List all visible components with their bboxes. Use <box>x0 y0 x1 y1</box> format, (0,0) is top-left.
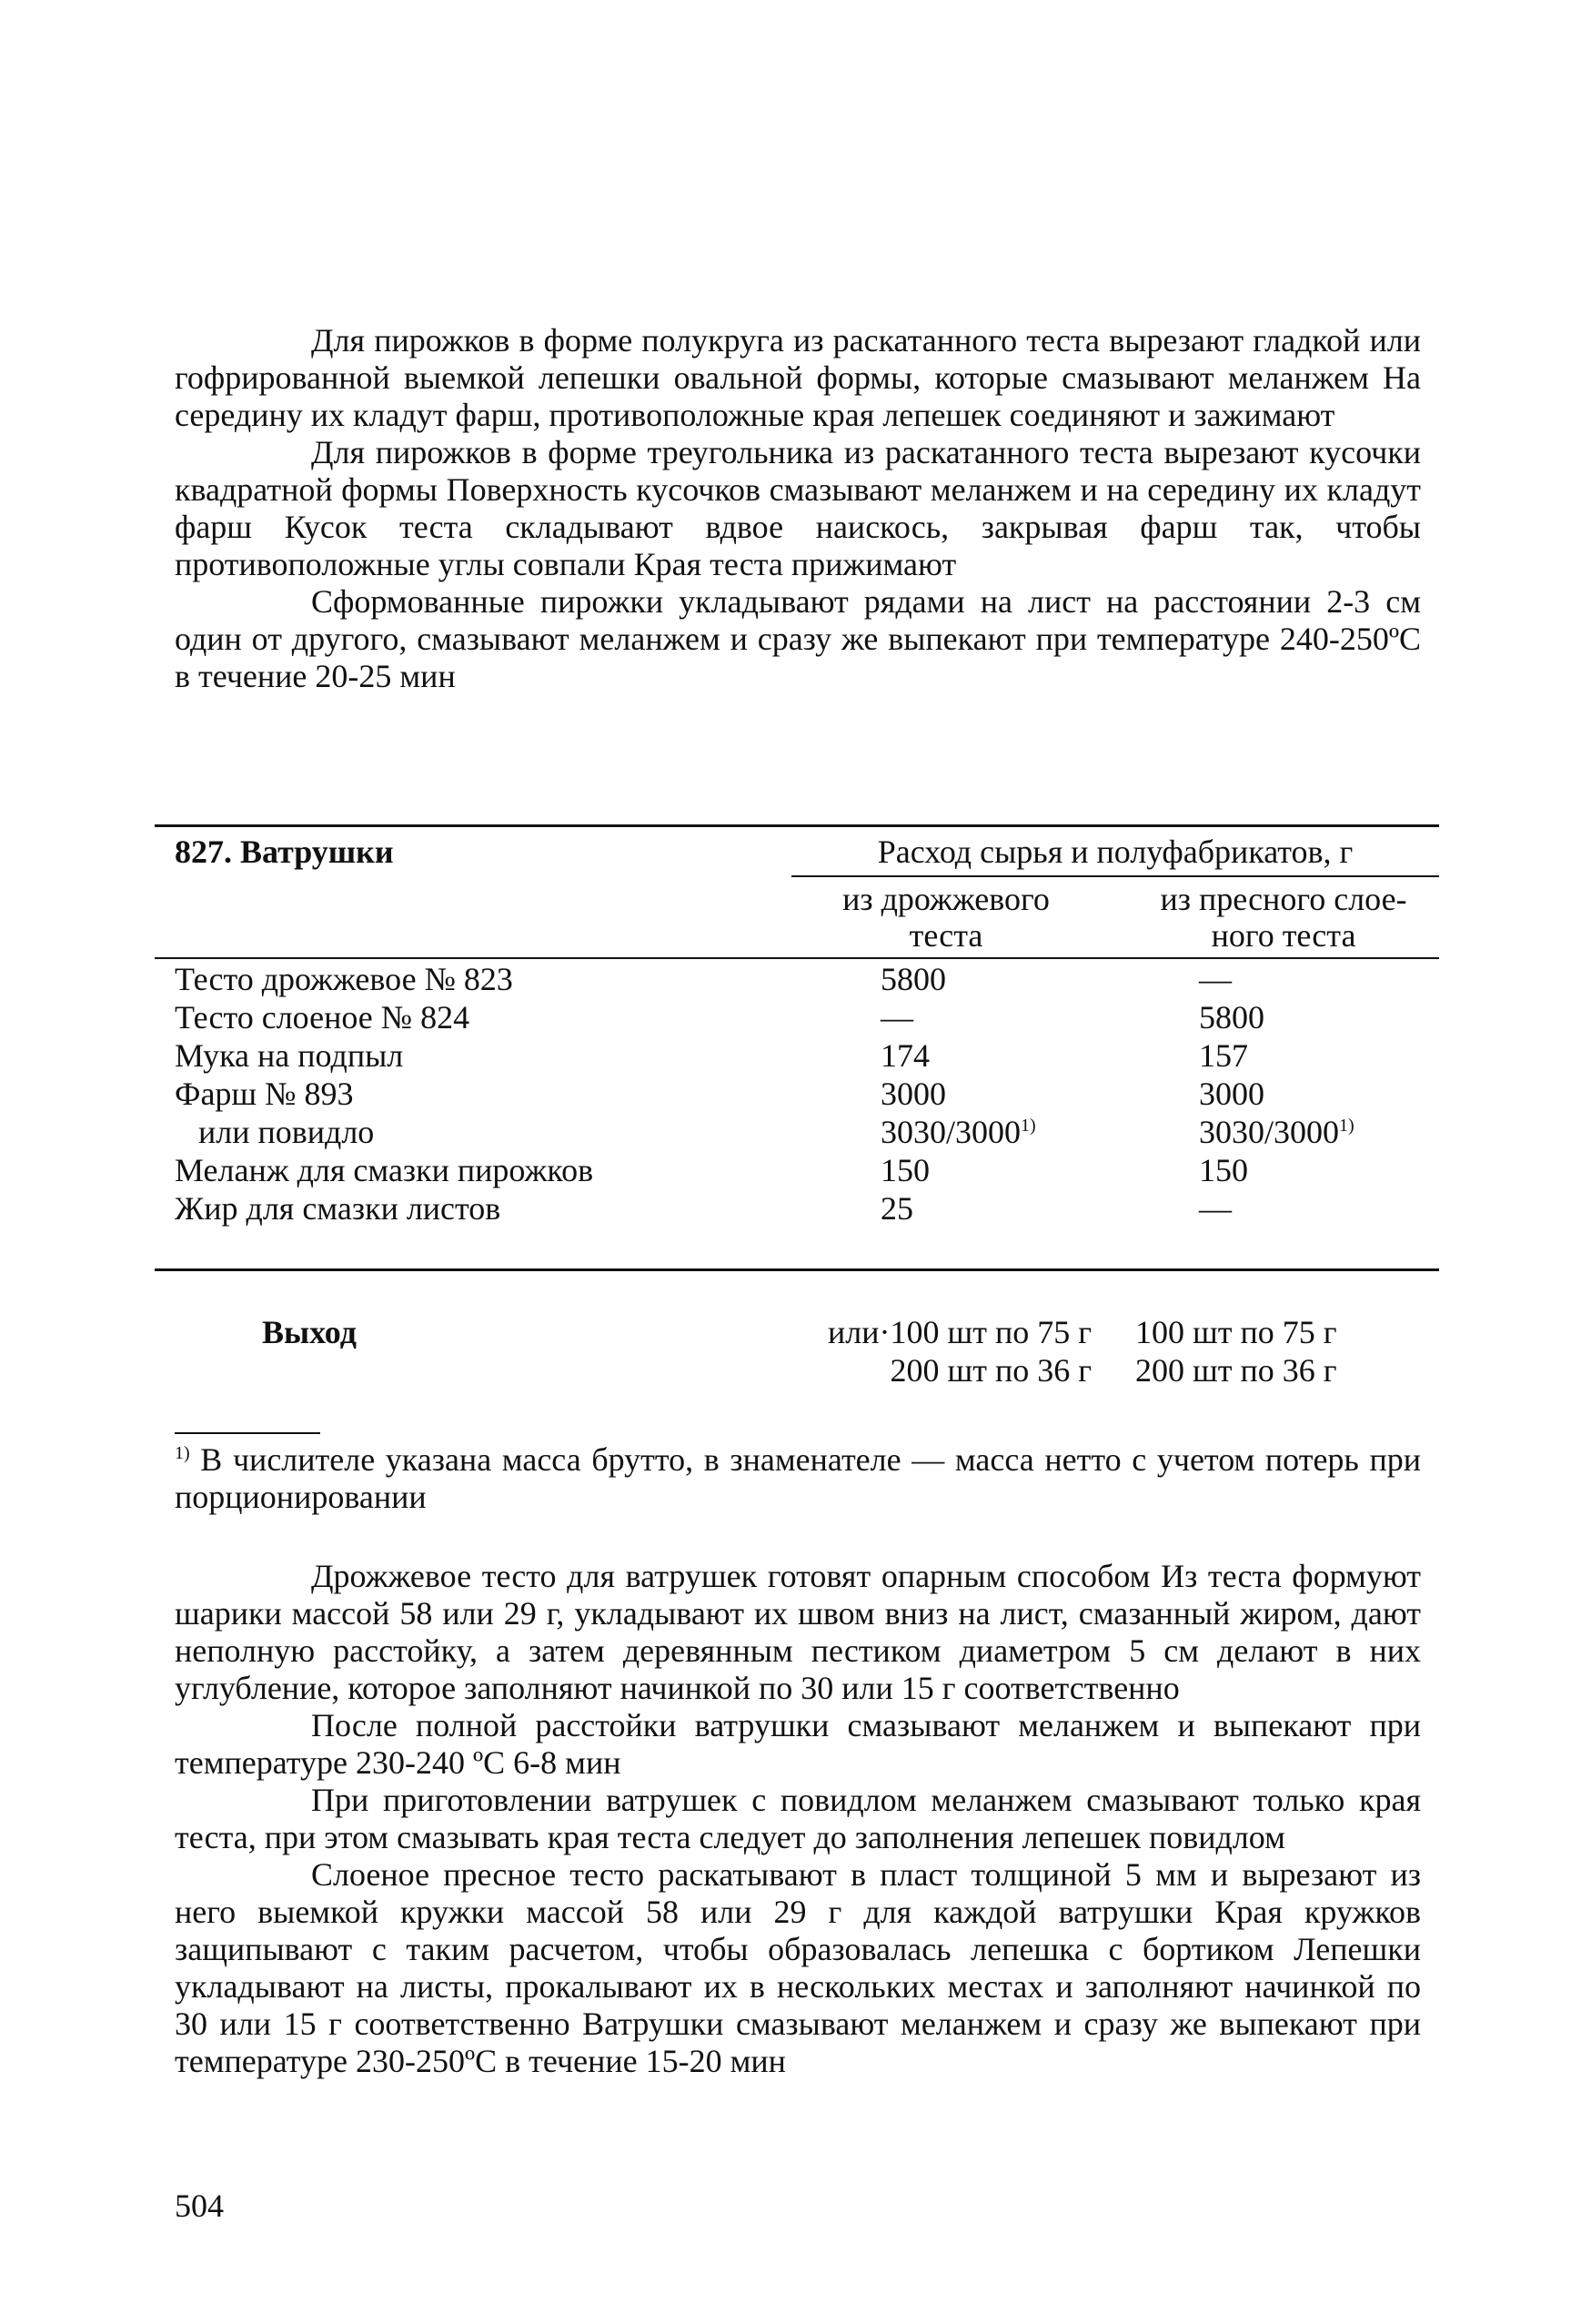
ingredient-value-puff: 150 <box>1199 1152 1248 1188</box>
method-paragraph-1: Дрожжевое тесто для ватрушек готовят опарным способом Из теста формуют шарики массой 58 или 29 г, укладывают их швом вниз на лист, смазанный жиром, дают неполную расстойку, а затем деревянным пестиком диаметром 5 см делают в них углубление, которое заполняют начинкой по 30 или 15 г соответственно <box>175 1558 1421 1706</box>
table-top-rule <box>155 824 1439 827</box>
ingredient-name: Жир для смазки листов <box>175 1190 501 1227</box>
consumption-header: Расход сырья и полуфабрикатов, г <box>877 834 1354 870</box>
footnote-ref: 1) <box>1339 1116 1354 1136</box>
ingredient-value-puff: — <box>1199 961 1232 997</box>
footnote-text: В числителе указана масса брутто, в знаменателе — масса нетто с учетом потерь при порционировании <box>175 1441 1421 1515</box>
method-text <box>175 1558 1421 2080</box>
method-paragraph-4: Слоеное пресное тесто раскатывают в пласт толщиной 5 мм и вырезают из него выемкой кружки массой 58 или 29 г для каждой ватрушки Края кружков защипывают с таким расчетом, чтобы образовалась лепешка с бортиком Лепешки укладывают на листы, прокалывают их в нескольких местах и заполняют начинкой по 30 или 15 г соответственно Ватрушки смазывают меланжем и сразу же выпекают при температуре 230-250ºС в течение 15-20 мин <box>175 1856 1421 2079</box>
ingredient-name: или повидло <box>198 1114 375 1150</box>
intro-paragraph-3: Сформованные пирожки укладывают рядами на лист на расстоянии 2-3 см один от другого, смазывают меланжем и сразу же выпекают при температуре 240-250ºС в течение 20-25 мин <box>175 583 1421 694</box>
ingredient-value-yeast: 25 <box>881 1190 913 1227</box>
yield-puff-line1: 100 шт по 75 г <box>1135 1314 1337 1350</box>
col-puff-dough-line1: из пресного слое- <box>1160 881 1407 917</box>
yield-label: Выход <box>262 1314 357 1350</box>
page-number: 504 <box>175 2188 224 2224</box>
ingredient-value-yeast: — <box>881 999 913 1036</box>
method-paragraph-3: При приготовлении ватрушек с повидлом меланжем смазывают только края теста, при этом смазывать края теста следует до заполнения лепешек повидлом <box>175 1782 1421 1855</box>
ingredient-name: Тесто дрожжевое № 823 <box>175 961 513 997</box>
ingredient-value-yeast: 150 <box>881 1152 930 1188</box>
yield-puff-line2: 200 шт по 36 г <box>1135 1352 1337 1389</box>
ingredient-value-yeast <box>881 1114 1036 1151</box>
intro-paragraph-1: Для пирожков в форме полукруга из раскатанного теста вырезают гладкой или гофрированной выемкой лепешки овальной формы, которые смазывают меланжем На середину их кладут фарш, противоположные края лепешек соединяют и зажимают <box>175 322 1421 433</box>
footnote-ref: 1) <box>1021 1116 1036 1136</box>
ingredient-value-yeast: 3000 <box>881 1076 946 1112</box>
ingredient-value-puff: — <box>1199 1190 1232 1227</box>
ingredient-value-puff: 157 <box>1199 1037 1248 1074</box>
ingredient-value-yeast: 5800 <box>881 961 946 997</box>
ingredient-value-yeast: 174 <box>881 1037 930 1074</box>
intro-paragraph-2: Для пирожков в форме треугольника из раскатанного теста вырезают кусочки квадратной формы Поверхность кусочков смазывают меланжем и на середину их кладут фарш Кусок теста складывают вдвое наискось, закрывая фарш так, чтобы противоположные углы совпали Края теста прижимают <box>175 434 1421 582</box>
ingredient-name: Мука на подпыл <box>175 1037 404 1074</box>
footnote-rule <box>175 1432 320 1434</box>
yield-yeast-line2: 200 шт по 36 г <box>890 1352 1092 1389</box>
ingredient-name: Меланж для смазки пирожков <box>175 1152 594 1188</box>
col-yeast-dough-line1: из дрожжевого <box>842 881 1050 917</box>
header-bottom-rule <box>155 957 1439 959</box>
footnote-marker: 1) <box>175 1443 190 1463</box>
header-group-rule <box>791 875 1439 877</box>
value-text: 3030/3000 <box>881 1114 1022 1150</box>
ingredient-value-puff: 5800 <box>1199 999 1264 1036</box>
footnote-paragraph <box>175 1441 1421 1516</box>
ingredient-name: Фарш № 893 <box>175 1076 354 1112</box>
method-paragraph-2: После полной расстойки ватрушки смазывают меланжем и выпекают при температуре 230-240 ºС 6-8 мин <box>175 1707 1421 1781</box>
value-text: 3030/3000 <box>1199 1114 1340 1150</box>
yield-yeast-line1: или·100 шт по 75 г <box>828 1314 1092 1350</box>
ingredient-value-puff: 3000 <box>1199 1076 1264 1112</box>
table-bottom-rule <box>155 1268 1439 1271</box>
col-yeast-dough-line2: теста <box>909 917 983 954</box>
recipe-title: 827. Ватрушки <box>175 834 394 870</box>
footnote <box>175 1441 1421 1516</box>
ingredient-value-puff <box>1199 1114 1354 1151</box>
intro-text <box>175 322 1421 695</box>
col-puff-dough-line2: ного теста <box>1211 917 1356 954</box>
ingredient-name: Тесто слоеное № 824 <box>175 999 470 1036</box>
